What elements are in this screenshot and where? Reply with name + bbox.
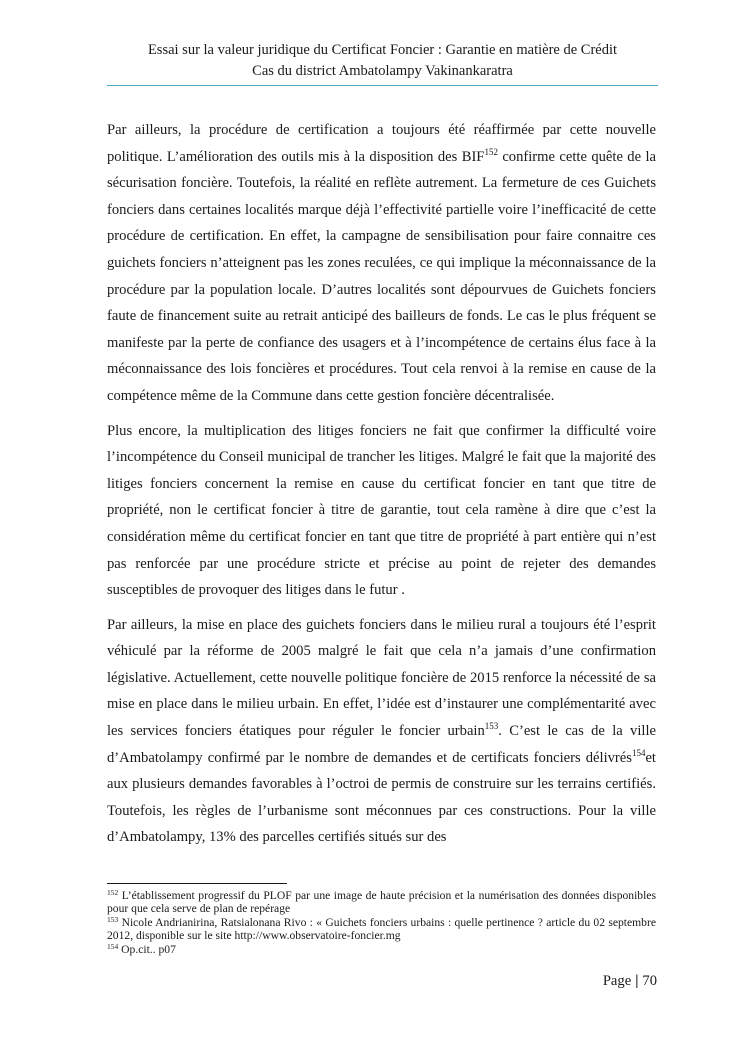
footnote-152 xyxy=(107,889,656,916)
paragraph-3-text-b: . C’est le cas de la ville d’Ambatolampy confirmé par le nombre de demandes et de certificats fonciers délivrés xyxy=(107,723,657,766)
paragraph-3-text-a: Par ailleurs, la mise en place des guichets fonciers dans le milieu rural a toujours été l’esprit véhiculé par la réforme de 2005 malgré le fait que cela n’a jamais d’une confirmation législative. Actuellement, cette nouvelle politique foncière de 2015 renforce la nécessité de sa mise en place dans le milieu urbain. En effet, l’idée est d’instaurer une complémentarité avec les services fonciers étatiques pour réguler le foncier urbain xyxy=(107,616,656,740)
paragraph-3 xyxy=(107,612,656,851)
footnote-ref-153: 153 xyxy=(484,721,499,732)
running-header xyxy=(107,40,658,86)
footnote-separator xyxy=(107,883,287,884)
page-separator: | xyxy=(635,973,639,989)
footnote-ref-152: 152 xyxy=(484,146,498,157)
paragraph-3-text-c: et aux plusieurs demandes favorables à l’octroi de permis de construire sur les terrains certifiés. Toutefois, les règles de l’urbanisme sont méconnues par ces constructions. Pour la ville d’Ambatolampy, 13% des parcelles certifiés situés sur des xyxy=(107,749,656,846)
footnote-153 xyxy=(107,916,656,943)
body-text xyxy=(107,117,656,859)
page-number: 70 xyxy=(642,973,657,989)
paragraph-1-text-a: Par ailleurs, la procédure de certification a toujours été réaffirmée par cette nouvelle politique. L’amélioration des outils mis à la disposition des BIF xyxy=(107,122,656,165)
page-label: Page xyxy=(602,973,632,989)
paragraph-1-text-b: confirme cette quête de la sécurisation foncière. Toutefois, la réalité en reflète autrement. La fermeture de ces Guichets fonciers dans certaines localités marque déjà l’effectivité partielle voire l’inefficacité de cette procédure de certification. En effet, la campagne de sensibilisation pour faire connaitre ces guichets fonciers n’atteignent pas les zones reculées, ce qui implique la méconnaissance de la procédure par la population locale. D’autres localités sont dépourvues de Guichets fonciers faute de financement suite au retrait anticipé des bailleurs de fonds. Le cas le plus fréquent se manifeste par la perte de confiance des usagers et à l’incompétence de certains élus face à la méconnaissance des lois foncières et procédures. Tout cela renvoi à la remise en cause de la compétence même de la Commune dans cette gestion foncière décentralisée. xyxy=(107,148,657,404)
page-number-footer xyxy=(603,973,657,990)
footnote-ref-154: 154 xyxy=(631,747,646,758)
footnote-text: Op.cit.. p07 xyxy=(118,942,176,956)
paragraph-2: Plus encore, la multiplication des litiges fonciers ne fait que confirmer la difficulté voire l’incompétence du Conseil municipal de trancher les litiges. Malgré le fait que la majorité des litiges fonciers concernent la remise en cause du certificat foncier en tant que titre de propriété, non le certificat foncier à titre de garantie, tout cela ramène à dire que c’est la considération même du certificat foncier en tant que titre de propriété à part entière qui n’est pas renforcée par une procédure stricte et précise au point de rejeter des demandes susceptibles de provoquer des litiges dans le futur . xyxy=(107,422,656,599)
footnote-number: 154 xyxy=(107,941,119,951)
paragraph-1 xyxy=(107,117,656,410)
header-title: Essai sur la valeur juridique du Certificat Foncier : Garantie en matière de Crédit xyxy=(147,42,618,58)
footnote-154 xyxy=(107,943,656,956)
footnote-number: 153 xyxy=(107,914,119,924)
footnote-number: 152 xyxy=(107,888,119,897)
footnote-text: Nicole Andrianirina, Ratsialonana Rivo : « Guichets fonciers urbains : quelle pertinence ? article du 02 septembre 2012, disponible sur le site http://www.observatoire-foncier.mg xyxy=(107,915,656,943)
footnote-text: L’établissement progressif du PLOF par une image de haute précision et la numérisation des données disponibles pour que cela serve de plan de repérage xyxy=(107,889,656,916)
header-subtitle: Cas du district Ambatolampy Vakinankaratra xyxy=(252,63,513,79)
footnotes xyxy=(107,889,656,956)
